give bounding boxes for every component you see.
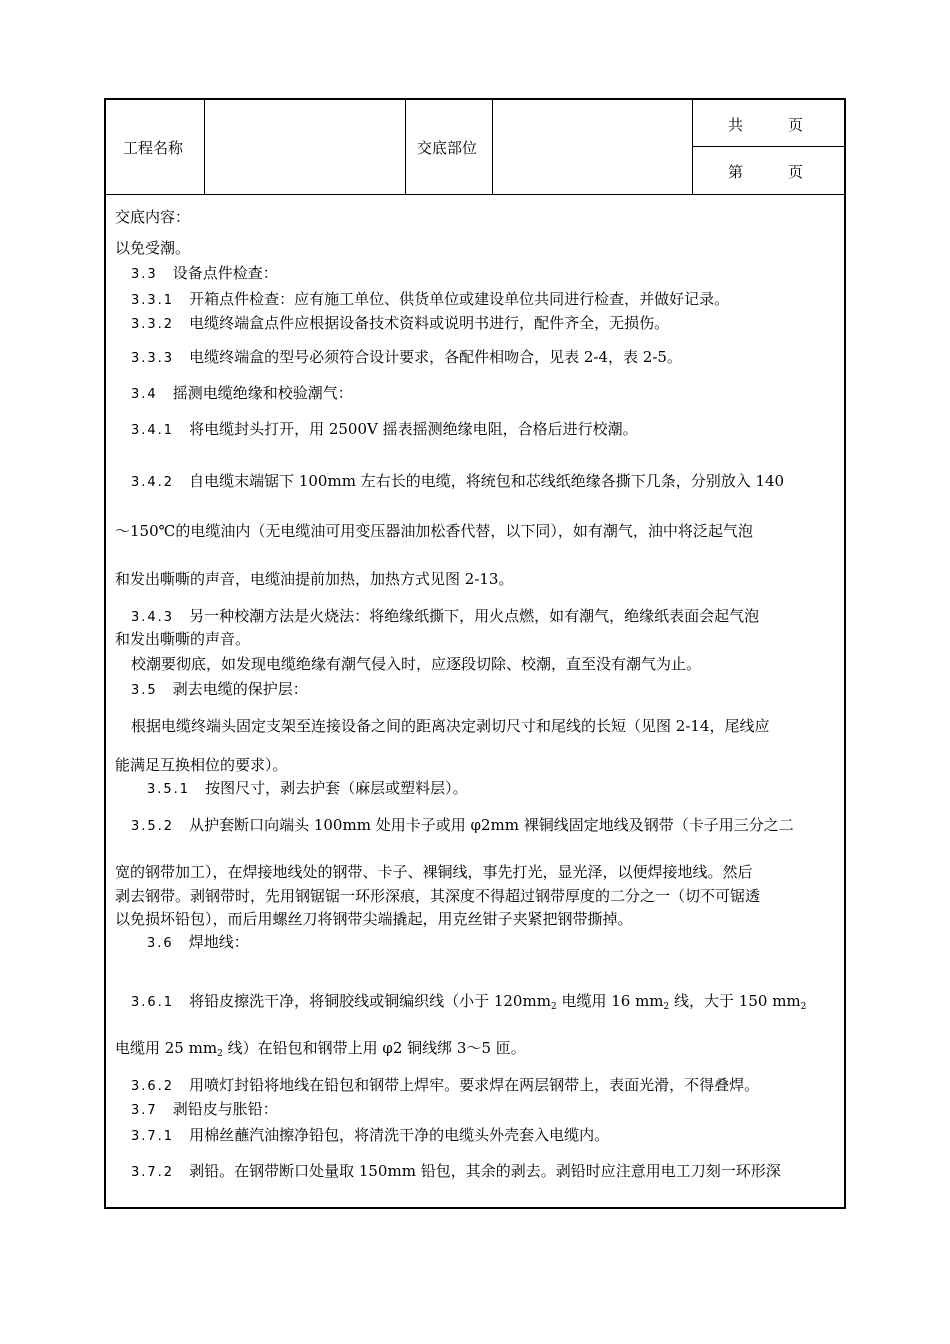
content-line: 3.3.1 开箱点件检查：应有施工单位、供货单位或建设单位共同进行检查，并做好记录。 [131,290,730,308]
content-line: 根据电缆终端头固定支架至连接设备之间的距离决定剥切尺寸和尾线的长短（见图 2-14，尾线应 [131,717,770,735]
handover-part-label: 交底部位 [417,139,478,157]
content-label: 交底内容： [115,208,191,226]
header-divider [492,100,493,194]
content-line: 3.7 剥铅皮与胀铅： [131,1100,278,1118]
page-number-label: 第 页 [728,163,804,181]
content-line: 3.4.1 将电缆封头打开，用 2500V 摇表摇测绝缘电阻，合格后进行校潮。 [131,420,638,438]
content-line: ～150℃的电缆油内（无电缆油可用变压器油加松香代替，以下同），如有潮气，油中将泛起气泡 [115,522,753,540]
content-line: 剥去钢带。剥钢带时，先用钢锯锯一环形深痕，其深度不得超过钢带厚度的二分之一（切不可锯透 [115,887,761,905]
content-line: 3.3.2 电缆终端盒点件应根据设备技术资料或说明书进行，配件齐全，无损伤。 [131,314,670,332]
content-line: 3.4 摇测电缆绝缘和校验潮气： [131,384,353,402]
content-line: 3.3 设备点件检查： [131,264,278,282]
content-line: 3.4.3 另一种校潮方法是火烧法：将绝缘纸撕下，用火点燃，如有潮气，绝缘纸表面会起气泡 [131,607,760,625]
content-line: 3.7.2 剥铅。在钢带断口处量取 150mm 铅包，其余的剥去。剥铅时应注意用电工刀刻一环形深 [131,1162,781,1180]
content-line: 3.5.2 从护套断口向端头 100mm 处用卡子或用 φ2mm 裸铜线固定地线及钢带（卡子用三分之二 [131,816,794,834]
content-line: 和发出嘶嘶的声音。 [115,630,251,648]
content-line: 以免损坏铅包），而后用螺丝刀将钢带尖端撬起，用克丝钳子夹紧把钢带撕掉。 [115,910,633,928]
content-line: 3.6 焊地线： [147,933,249,951]
content-line: 3.7.1 用棉丝蘸汽油擦净铅包，将清洗干净的电缆头外壳套入电缆内。 [131,1126,610,1144]
content-line: 3.6.2 用喷灯封铅将地线在铅包和钢带上焊牢。要求焊在两层钢带上，表面光滑，不得叠焊。 [131,1076,760,1094]
content-line: 校潮要彻底，如发现电缆绝缘有潮气侵入时，应逐段切除、校潮，直至没有潮气为止。 [131,655,702,673]
technical-handover-form [104,98,846,1209]
content-line: 以免受潮。 [115,239,191,257]
content-line: 3.5 剥去电缆的保护层： [131,680,308,698]
total-pages-label: 共 页 [728,116,804,134]
header-divider [692,100,693,194]
content-line: 和发出嘶嘶的声音，电缆油提前加热，加热方式见图 2-13。 [115,570,514,588]
header-divider [204,100,205,194]
header-divider [692,146,844,147]
header-divider [405,100,406,194]
content-line: 电缆用 25 $mm_2$ 线）在铅包和钢带上用 φ2 铜线绑 3～5 匝。 [115,1039,526,1059]
content-line: 3.5.1 按图尺寸，剥去护套（麻层或塑料层）。 [147,779,468,797]
project-name-label: 工程名称 [123,139,184,157]
form-header [106,100,844,195]
content-line: 3.3.3 电缆终端盒的型号必须符合设计要求，各配件相吻合，见表 2-4，表 2-5。 [131,348,682,366]
content-line: 3.6.1 将铅皮擦洗干净，将铜胶线或铜编织线（小于 $120mm_2$ 电缆用 16 $mm_2$ 线，大于 150 $mm_2$ [131,992,807,1012]
content-line: 能满足互换相位的要求）。 [115,756,288,774]
content-line: 宽的钢带加工），在焊接地线处的钢带、卡子、裸铜线，事先打光，显光泽，以便焊接地线。然后 [115,863,753,881]
content-line: 3.4.2 自电缆末端锯下 100mm 左右长的电缆，将统包和芯线纸绝缘各撕下几条，分别放入 140 [131,472,785,490]
